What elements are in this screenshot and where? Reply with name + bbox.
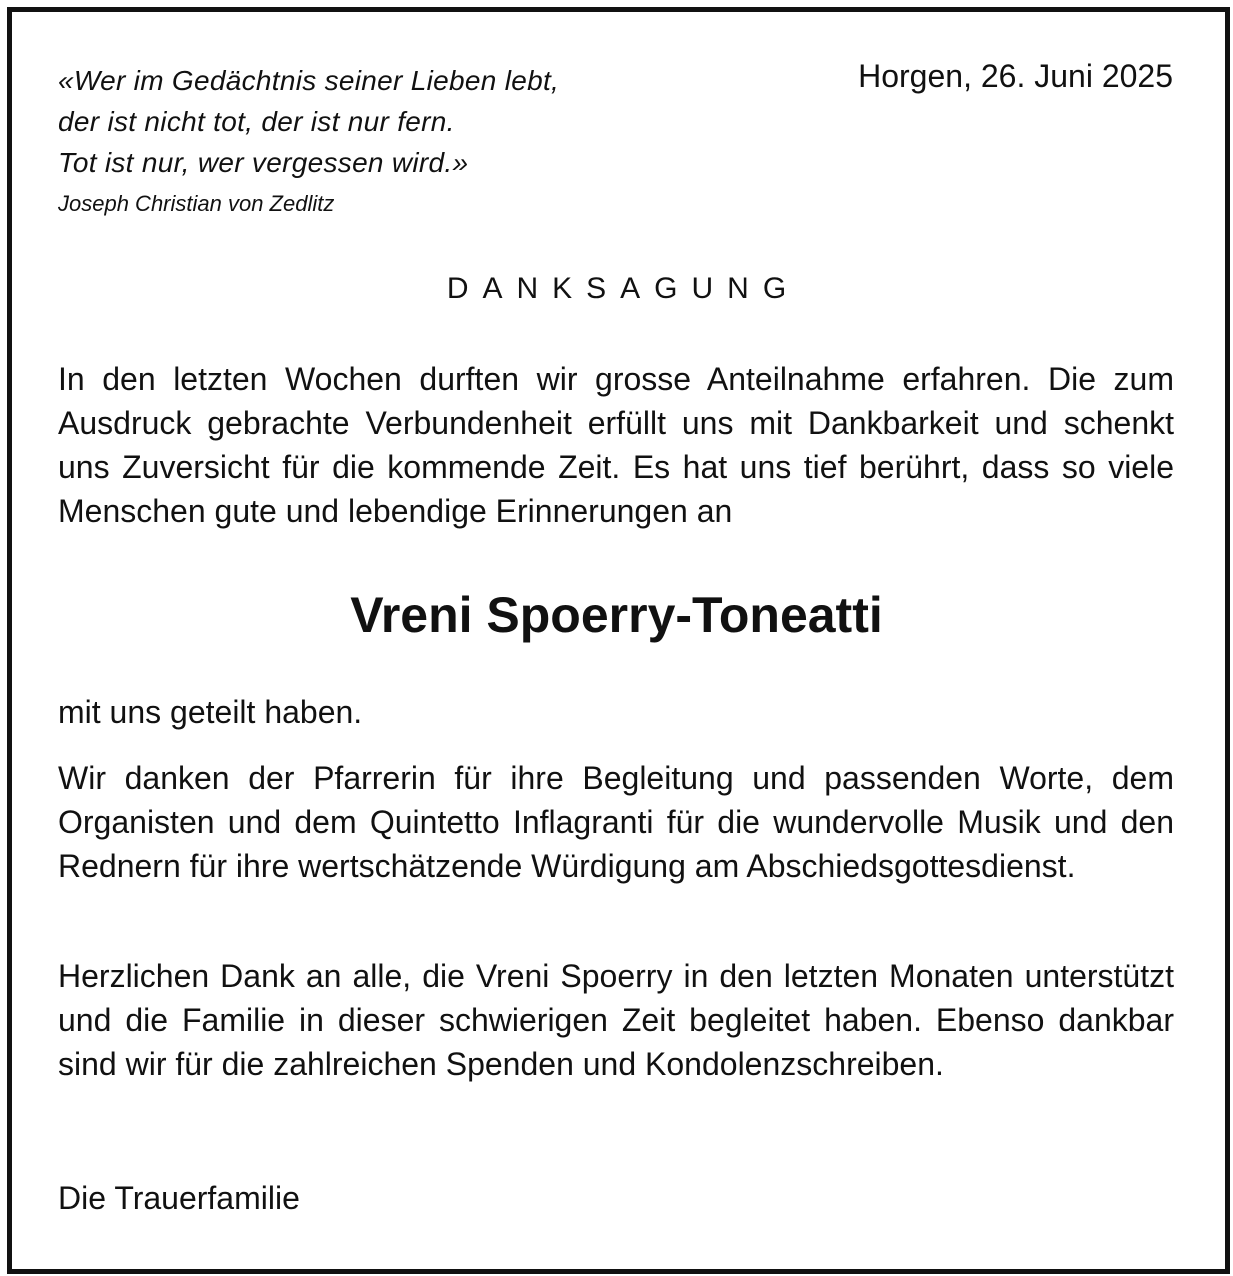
memorial-quote: [58, 60, 559, 183]
deceased-name: Vreni Spoerry-Toneatti: [350, 587, 883, 643]
quote-line-1: «Wer im Gedächtnis seiner Lieben lebt,: [58, 65, 560, 96]
place-date: Horgen, 26. Juni 2025: [858, 58, 1173, 94]
after-name-text: mit uns geteilt haben.: [58, 694, 363, 730]
quote-author: Joseph Christian von Zedlitz: [58, 191, 335, 216]
intro-paragraph: In den letzten Wochen durften wir grosse Anteilnahme erfahren. Die zum Ausdruck gebrachte Verbundenheit erfüllt uns mit Dankbarkeit und schenkt uns Zuversicht für die kommende Zeit. Es hat uns tief berührt, dass so viele Menschen gute und lebendige Erinnerungen an: [58, 361, 1174, 529]
thanks-paragraph-1: Wir danken der Pfarrerin für ihre Begleitung und passenden Worte, dem Organisten und dem Quintetto Inflagranti für die wundervolle Musik und den Rednern für ihre wertschätzende Würdigung am Abschiedsgottesdienst.: [58, 760, 1174, 884]
thanks-paragraph-2: Herzlichen Dank an alle, die Vreni Spoerry in den letzten Monaten unterstützt und die Familie in dieser schwierigen Zeit begleitet haben. Ebenso dankbar sind wir für die zahlreichen Spenden und Kondolenzschreiben.: [58, 958, 1174, 1082]
quote-line-3: Tot ist nur, wer vergessen wird.»: [58, 147, 469, 178]
signature: Die Trauerfamilie: [58, 1180, 300, 1216]
notice-heading: DANKSAGUNG: [446, 272, 801, 305]
quote-line-2: der ist nicht tot, der ist nur fern.: [58, 106, 455, 137]
